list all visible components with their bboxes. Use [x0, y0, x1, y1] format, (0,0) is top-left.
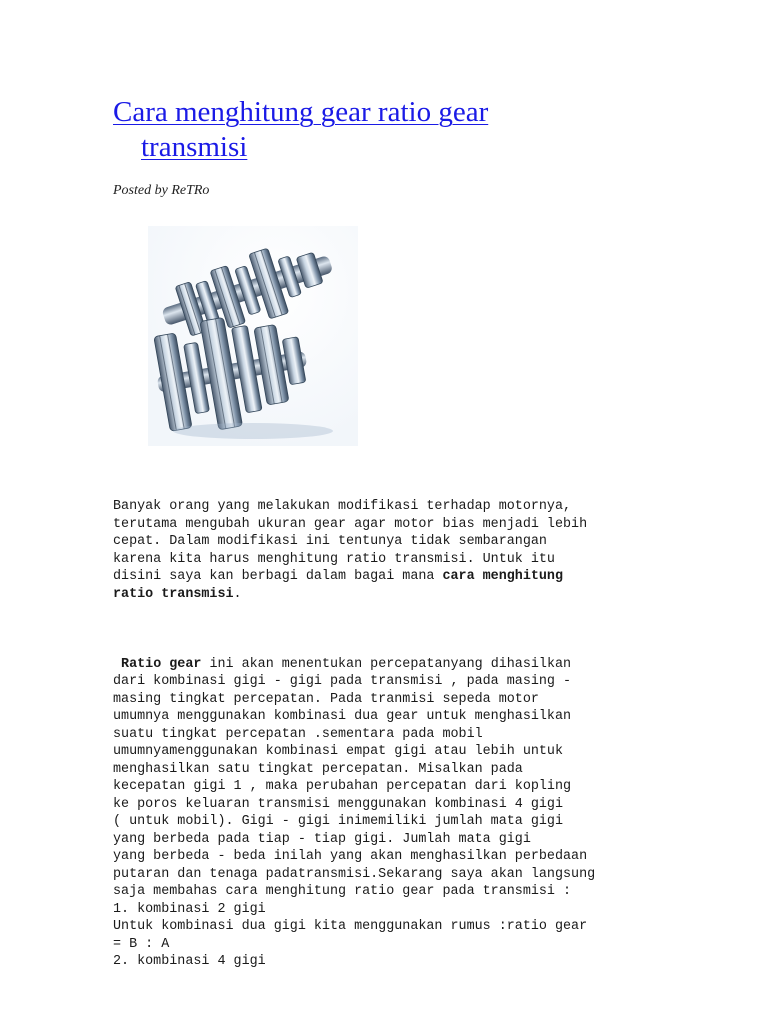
title-line-1: Cara menghitung gear ratio gear: [113, 96, 489, 128]
text-line: terutama mengubah ukuran gear agar motor bias menjadi lebih: [113, 516, 588, 532]
bold-keyword: ratio transmisi: [113, 586, 234, 602]
title-line-2: transmisi: [141, 131, 248, 163]
text-line: ke poros keluaran transmisi menggunakan kombinasi 4 gigi: [113, 796, 563, 812]
text-line: yang berbeda - beda inilah yang akan menghasilkan perbedaan: [113, 849, 588, 864]
gear-transmission-image: [148, 226, 358, 446]
article-body: [113, 463, 673, 1006]
article-title-link[interactable]: [113, 95, 673, 165]
text-line: [113, 656, 673, 674]
text-span: .: [233, 586, 242, 602]
text-line: karena kita harus menghitung ratio transmisi. Untuk itu: [113, 551, 555, 567]
text-line: umumnya menggunakan kombinasi dua gear untuk menghasilkan: [113, 709, 572, 724]
text-line: dari kombinasi gigi - gigi pada transmisi , pada masing -: [113, 674, 572, 689]
text-line: [113, 568, 673, 586]
article-title: [113, 95, 673, 165]
text-line: putaran dan tenaga padatransmisi.Sekarang saya akan langsung: [113, 866, 596, 882]
text-line: yang berbeda pada tiap - tiap gigi. Jumlah mata gigi: [113, 831, 531, 847]
text-line: Untuk kombinasi dua gigi kita menggunakan rumus :ratio gear: [113, 919, 588, 934]
text-line: saja membahas cara menghitung ratio gear pada transmisi :: [113, 884, 572, 899]
text-span: disini saya kan berbagi dalam bagai mana: [113, 569, 443, 584]
bold-keyword: Ratio gear: [113, 656, 202, 672]
text-line: Banyak orang yang melakukan modifikasi terhadap motornya,: [113, 499, 572, 514]
text-line: [113, 586, 673, 604]
paragraph-ratio-gear: [113, 656, 673, 971]
text-line: umumnyamenggunakan kombinasi empat gigi atau lebih untuk: [113, 744, 563, 759]
text-line: masing tingkat percepatan. Pada tranmisi sepeda motor: [113, 691, 539, 707]
text-line: ( untuk mobil). Gigi - gigi inimemiliki jumlah mata gigi: [113, 814, 563, 829]
byline: Posted by ReTRo: [113, 183, 210, 198]
list-item-1: 1. kombinasi 2 gigi: [113, 901, 266, 917]
text-line: suatu tingkat percepatan .sementara pada mobil: [113, 726, 483, 742]
text-line: menghasilkan satu tingkat percepatan. Misalkan pada: [113, 761, 523, 777]
text-line: cepat. Dalam modifikasi ini tentunya tidak sembarangan: [113, 534, 547, 549]
formula: = B : A: [113, 936, 170, 952]
bold-keyword: cara menghitung: [442, 569, 564, 584]
list-item-2: 2. kombinasi 4 gigi: [113, 954, 266, 969]
text-line: kecepatan gigi 1 , maka perubahan percepatan dari kopling: [113, 779, 572, 794]
paragraph-intro: [113, 498, 673, 603]
text-span: ini akan menentukan percepatanyang dihasilkan: [201, 656, 572, 672]
